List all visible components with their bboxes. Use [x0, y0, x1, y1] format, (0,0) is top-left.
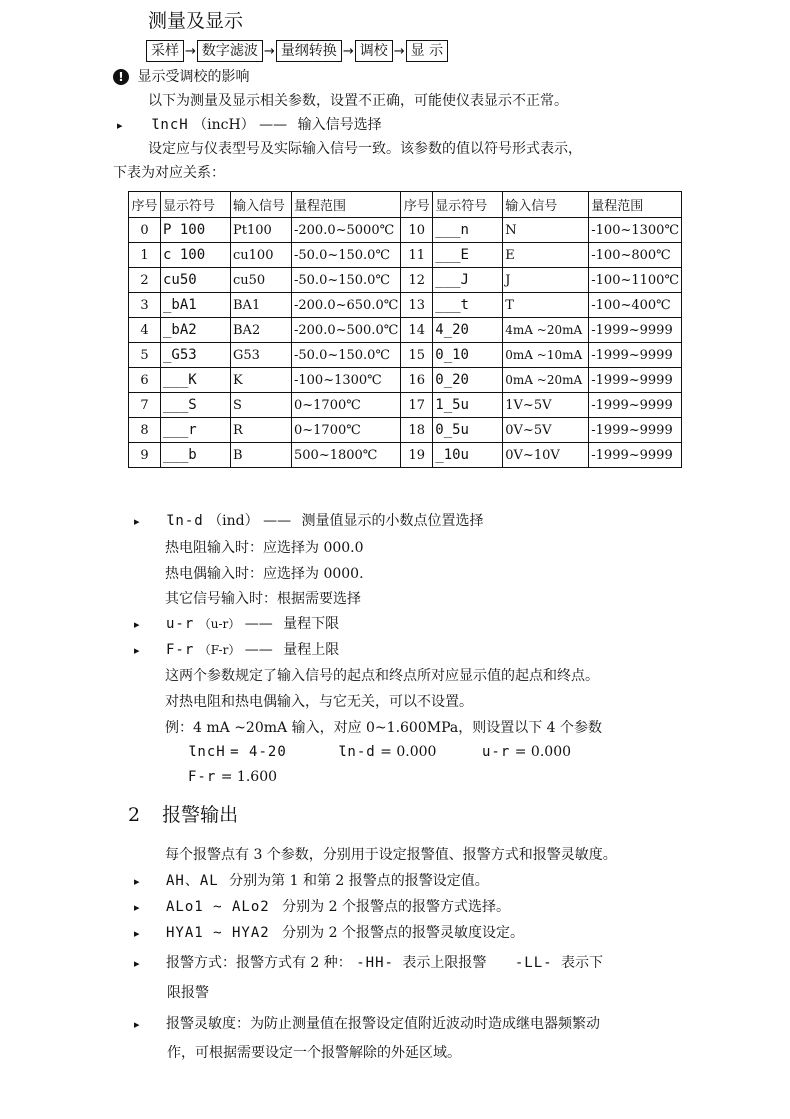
alarm-mode-hh: -HH-: [356, 955, 394, 971]
param-fr-line: [134, 639, 339, 659]
table-cell: cu50: [231, 268, 292, 293]
bullet-icon: ▸: [134, 644, 140, 657]
example-symbol: Ɩn-d: [338, 744, 376, 760]
table-cell: 18: [401, 418, 433, 443]
table-cell: 16: [401, 368, 433, 393]
param-code: （incH）: [193, 117, 255, 133]
warning-line: [113, 66, 249, 86]
alarm-hya-line: [134, 922, 524, 942]
alarm-mode-hh-desc: 表示上限报警: [402, 955, 487, 971]
table-cell: 500~1800℃: [292, 443, 401, 468]
table-cell: 10: [401, 218, 433, 243]
table-cell: Pt100: [231, 218, 292, 243]
warning-text: 显示受调校的影响: [137, 69, 250, 85]
table-row: [129, 218, 682, 243]
display-symbol-cell: cu50: [161, 268, 231, 293]
table-cell: 3: [129, 293, 161, 318]
process-flow: [146, 40, 448, 62]
table-cell: -200.0~5000℃: [292, 218, 401, 243]
table-cell: T: [503, 293, 589, 318]
table-header: 序号: [401, 192, 433, 218]
alarm-mode-label: 报警方式：报警方式有 2 种：: [165, 955, 352, 971]
display-symbol-cell: 0_20: [433, 368, 503, 393]
range-desc: 这两个参数规定了输入信号的起点和终点所对应显示值的起点和终点。: [165, 668, 599, 684]
table-cell: -50.0~150.0℃: [292, 268, 401, 293]
example-value: = 4-20: [230, 744, 287, 760]
alarm-sens-line: [134, 1013, 600, 1033]
table-row: [129, 318, 682, 343]
param-title: 量程下限: [283, 616, 340, 632]
bullet-icon: ▸: [117, 119, 123, 132]
table-row: [129, 243, 682, 268]
section-number: 2: [128, 804, 141, 826]
display-symbol-cell: 0_5u: [433, 418, 503, 443]
param-dash: ——: [244, 616, 273, 632]
table-cell: E: [503, 243, 589, 268]
display-symbol-cell: _G53: [161, 343, 231, 368]
table-row: [129, 368, 682, 393]
table-header: 量程范围: [292, 192, 401, 218]
table-cell: -1999~9999: [589, 343, 682, 368]
table-header: 量程范围: [589, 192, 682, 218]
table-cell: -1999~9999: [589, 443, 682, 468]
param-symbol: Ɩn-d: [165, 513, 204, 529]
table-cell: 0V~5V: [503, 418, 589, 443]
display-symbol-cell: _bA2: [161, 318, 231, 343]
bullet-icon: ▸: [134, 901, 140, 914]
display-symbol-cell: 1_5u: [433, 393, 503, 418]
bullet-icon: ▸: [134, 957, 140, 970]
table-cell: -100~1300℃: [292, 368, 401, 393]
table-cell: 4: [129, 318, 161, 343]
display-symbol-cell: c 100: [161, 243, 231, 268]
example-ur: [482, 744, 571, 760]
table-cell: 11: [401, 243, 433, 268]
display-symbol-cell: ___t: [433, 293, 503, 318]
display-symbol-cell: P 100: [161, 218, 231, 243]
display-symbol-cell: ___b: [161, 443, 231, 468]
table-cell: -50.0~150.0℃: [292, 243, 401, 268]
display-symbol-cell: _10u: [433, 443, 503, 468]
example-text: 例：4 mA ~20mA 输入，对应 0~1.600MPa，则设置以下 4 个参数: [165, 720, 603, 736]
table-cell: 0V~10V: [503, 443, 589, 468]
example-symbol: ƖncH: [188, 744, 226, 760]
table-cell: -100~1100℃: [589, 268, 682, 293]
param-title: 测量值显示的小数点位置选择: [301, 513, 484, 529]
table-cell: J: [503, 268, 589, 293]
table-cell: 14: [401, 318, 433, 343]
table-cell: -200.0~500.0℃: [292, 318, 401, 343]
table-header: 输入信号: [231, 192, 292, 218]
example-inch: [188, 744, 287, 760]
section-title: 报警输出: [162, 804, 239, 826]
alarm-mode-ll: -LL-: [514, 955, 553, 971]
table-cell: R: [231, 418, 292, 443]
table-cell: -50.0~150.0℃: [292, 343, 401, 368]
flow-arrow: →: [342, 43, 354, 59]
param-inch-line: [117, 114, 382, 134]
table-cell: -1999~9999: [589, 318, 682, 343]
table-header-row: [129, 192, 682, 218]
param-ind-line: [134, 510, 484, 530]
table-cell: 9: [129, 443, 161, 468]
table-cell: -1999~9999: [589, 393, 682, 418]
example-value: = 1.600: [220, 769, 278, 785]
table-cell: B: [231, 443, 292, 468]
alarm-mode-line: [134, 952, 603, 972]
table-cell: 7: [129, 393, 161, 418]
param-symbol: F-r: [165, 642, 195, 658]
example-symbol: u-r: [482, 744, 511, 760]
ind-rtd: 热电阻输入时：应选择为 000.0: [165, 540, 364, 556]
flow-step-calibration: 调校: [355, 40, 393, 62]
alarm-ah-line: [134, 870, 489, 890]
section-2-heading: [128, 800, 238, 827]
bullet-icon: ▸: [134, 927, 140, 940]
table-row: [129, 343, 682, 368]
table-cell: N: [503, 218, 589, 243]
param-dash: ——: [263, 513, 292, 529]
inch-desc: 设定应与仪表型号及实际输入信号一致。该参数的值以符号形式表示，: [148, 141, 582, 157]
table-header: 显示符号: [161, 192, 231, 218]
bullet-icon: ▸: [134, 1018, 140, 1031]
param-title: 输入信号选择: [297, 117, 382, 133]
table-cell: S: [231, 393, 292, 418]
range-desc-2: 对热电阻和热电偶输入，与它无关，可以不设置。: [165, 694, 473, 710]
table-cell: 15: [401, 343, 433, 368]
display-symbol-cell: ___E: [433, 243, 503, 268]
display-symbol-cell: 4_20: [433, 318, 503, 343]
flow-step-display: 显 示: [406, 40, 448, 62]
table-header: 序号: [129, 192, 161, 218]
alarm-alo-line: [134, 896, 510, 916]
param-desc: 分别为 2 个报警点的报警灵敏度设定。: [282, 925, 524, 941]
table-cell: 0mA ~20mA: [503, 368, 589, 393]
table-row: [129, 393, 682, 418]
param-code: （F-r）: [198, 643, 241, 657]
table-cell: K: [231, 368, 292, 393]
param-dash: ——: [244, 642, 273, 658]
param-dash: ——: [259, 117, 288, 133]
warning-icon: !: [113, 69, 129, 85]
display-symbol-cell: ___n: [433, 218, 503, 243]
example-symbol: F-r: [188, 769, 217, 785]
table-cell: -100~1300℃: [589, 218, 682, 243]
param-symbol: HYA1 ~ HYA2: [165, 925, 270, 941]
input-type-table: [128, 191, 682, 468]
inch-desc-2: 下表为对应关系：: [113, 165, 225, 181]
param-symbol: ƖncH: [150, 117, 189, 133]
section-title: 测量及显示: [148, 10, 244, 32]
flow-step-conversion: 量纲转换: [276, 40, 342, 62]
display-symbol-cell: 0_10: [433, 343, 503, 368]
display-symbol-cell: _bA1: [161, 293, 231, 318]
table-cell: 1V~5V: [503, 393, 589, 418]
param-symbol: u-r: [165, 616, 195, 632]
table-cell: 5: [129, 343, 161, 368]
table-cell: 0mA ~10mA: [503, 343, 589, 368]
table-cell: cu100: [231, 243, 292, 268]
param-symbol: ALo1 ~ ALo2: [165, 899, 270, 915]
table-header: 输入信号: [503, 192, 589, 218]
flow-step-sampling: 采样: [146, 40, 184, 62]
table-cell: 6: [129, 368, 161, 393]
table-row: [129, 268, 682, 293]
table-cell: -1999~9999: [589, 368, 682, 393]
flow-arrow: →: [393, 43, 405, 59]
flow-step-filter: 数字滤波: [197, 40, 263, 62]
table-row: [129, 293, 682, 318]
alarm-sens-text: 报警灵敏度：为防止测量值在报警设定值附近波动时造成继电器频繁动: [165, 1016, 600, 1032]
param-title: 量程上限: [283, 642, 340, 658]
example-value: = 0.000: [380, 744, 437, 760]
example-fr: [188, 769, 277, 785]
table-cell: -1999~9999: [589, 418, 682, 443]
ind-tc: 热电偶输入时：应选择为 0000.: [165, 566, 364, 582]
alarm-mode-ll-desc: 表示下: [561, 955, 604, 971]
table-cell: 17: [401, 393, 433, 418]
table-cell: G53: [231, 343, 292, 368]
table-header: 显示符号: [433, 192, 503, 218]
table-cell: 2: [129, 268, 161, 293]
table-cell: -200.0~650.0℃: [292, 293, 401, 318]
table-cell: 13: [401, 293, 433, 318]
table-cell: 8: [129, 418, 161, 443]
alarm-mode-cont: 限报警: [167, 985, 209, 1001]
table-cell: 12: [401, 268, 433, 293]
table-cell: 0~1700℃: [292, 393, 401, 418]
bullet-icon: ▸: [134, 618, 140, 631]
table-row: [129, 418, 682, 443]
display-symbol-cell: ___J: [433, 268, 503, 293]
table-cell: 19: [401, 443, 433, 468]
table-cell: BA1: [231, 293, 292, 318]
bullet-icon: ▸: [134, 515, 140, 528]
param-desc: 分别为 2 个报警点的报警方式选择。: [282, 899, 510, 915]
table-cell: 1: [129, 243, 161, 268]
table-cell: 0: [129, 218, 161, 243]
display-symbol-cell: ___S: [161, 393, 231, 418]
display-symbol-cell: ___r: [161, 418, 231, 443]
param-code: （u-r）: [198, 617, 241, 631]
param-desc: 分别为第 1 和第 2 报警点的报警设定值。: [229, 873, 489, 889]
flow-arrow: →: [263, 43, 275, 59]
param-code: （ind）: [208, 513, 259, 529]
table-row: [129, 443, 682, 468]
example-value: = 0.000: [514, 744, 572, 760]
table-cell: BA2: [231, 318, 292, 343]
table-cell: -100~400℃: [589, 293, 682, 318]
param-ur-line: [134, 613, 339, 633]
param-symbol: AH、AL: [165, 873, 219, 889]
table-cell: 0~1700℃: [292, 418, 401, 443]
bullet-icon: ▸: [134, 875, 140, 888]
ind-other: 其它信号输入时：根据需要选择: [165, 591, 361, 607]
table-cell: -100~800℃: [589, 243, 682, 268]
alarm-intro: 每个报警点有 3 个参数，分别用于设定报警值、报警方式和报警灵敏度。: [165, 847, 617, 863]
alarm-sens-text-2: 作，可根据需要设定一个报警解除的外延区域。: [167, 1045, 461, 1061]
flow-arrow: →: [185, 43, 196, 59]
table-cell: 4mA ~20mA: [503, 318, 589, 343]
display-symbol-cell: ___K: [161, 368, 231, 393]
warning-desc: 以下为测量及显示相关参数，设置不正确，可能使仪表显示不正常。: [148, 93, 568, 109]
example-ind: [338, 744, 436, 760]
